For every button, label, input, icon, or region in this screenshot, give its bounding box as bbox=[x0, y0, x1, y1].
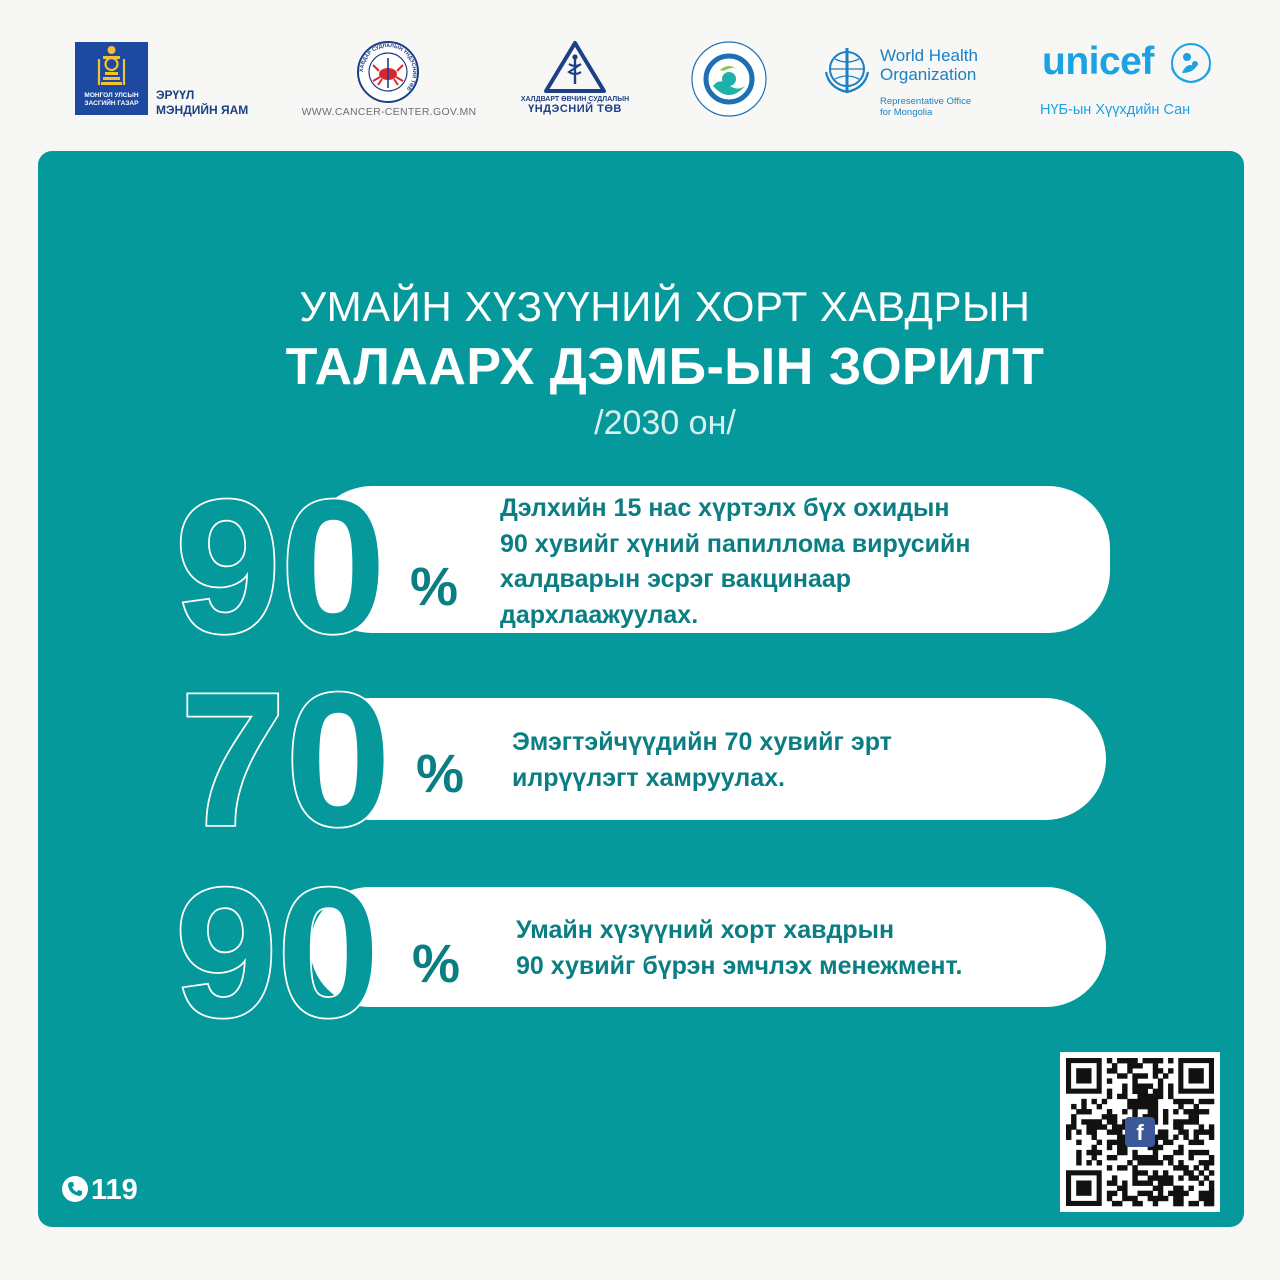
target-percent-2: % bbox=[416, 744, 465, 804]
svg-text:90: 90 bbox=[175, 470, 387, 650]
ministry-name-line1: ЭРҮҮЛ bbox=[156, 88, 195, 102]
hotline-number: 119 bbox=[91, 1174, 138, 1206]
unicef-wordmark: unicef bbox=[1042, 40, 1154, 83]
who-office-line2: for Mongolia bbox=[880, 107, 933, 118]
public-health-emblem bbox=[690, 40, 768, 118]
headline-line2: ТАЛААРХ ДЭМБ-ЫН ЗОРИЛТ bbox=[285, 338, 1045, 396]
target-text-1 bbox=[500, 491, 970, 633]
target-1-line2: 90 хувийг хүний папиллома вирусийн bbox=[500, 529, 971, 558]
svg-text:90: 90 bbox=[175, 860, 380, 1040]
cancer-center-logo bbox=[356, 40, 420, 104]
target-3-line2: 90 хувийг бүрэн эмчлэх менежмент. bbox=[516, 951, 963, 980]
who-name-line1: World Health bbox=[880, 46, 978, 65]
who-emblem bbox=[820, 42, 874, 96]
target-2-line1: Эмэгтэйчүүдийн 70 хувийг эрт bbox=[512, 728, 892, 756]
ncid-name-line2: ҮНДЭСНИЙ ТӨВ bbox=[528, 103, 622, 115]
ncid-name bbox=[520, 96, 630, 115]
who-office bbox=[880, 96, 971, 118]
target-number-3 bbox=[175, 860, 415, 1040]
target-1-line1: Дэлхийн 15 нас хүртэлх бүх охидын bbox=[500, 494, 950, 522]
svg-text:ХАВДАР СУДЛАЛЫН ҮНДЭСНИЙ ТӨВ: ХАВДАР СУДЛАЛЫН ҮНДЭСНИЙ ТӨВ bbox=[358, 42, 418, 92]
cancer-center-url: WWW.CANCER-CENTER.GOV.MN bbox=[301, 106, 477, 118]
target-1-line3: халдварын эсрэг вакцинаар bbox=[500, 565, 852, 593]
unicef-emblem bbox=[1168, 40, 1214, 86]
target-1-line4: дархлаажуулах. bbox=[500, 600, 699, 629]
target-text-3 bbox=[516, 913, 962, 984]
facebook-icon: f bbox=[1125, 1117, 1155, 1147]
svg-text:70: 70 bbox=[180, 665, 392, 845]
headline-line1: УМАЙН ХҮЗҮҮНИЙ ХОРТ ХАВДРЫН bbox=[299, 283, 1031, 330]
who-office-line1: Representative Office bbox=[880, 96, 972, 107]
emblem-caption: МОНГОЛ УЛСЫН ЗАСГИЙН ГАЗАР bbox=[84, 92, 139, 107]
ncid-name-line1: ХАЛДВАРТ ӨВЧИН СУДЛАЛЫН bbox=[520, 96, 630, 103]
target-2-line2: илрүүлэгт хамруулах. bbox=[512, 763, 785, 792]
who-name-line2: Organization bbox=[880, 65, 977, 84]
phone-icon bbox=[62, 1176, 88, 1202]
unicef-subtitle: НҮБ-ын Хүүхдийн Сан bbox=[1040, 102, 1191, 118]
who-name bbox=[880, 46, 978, 84]
target-number-1 bbox=[175, 470, 415, 650]
ministry-name-line2: МЭНДИЙН ЯАМ bbox=[156, 103, 249, 117]
target-percent-3: % bbox=[412, 934, 461, 994]
target-percent-1: % bbox=[410, 557, 459, 617]
partner-logos bbox=[0, 0, 1280, 140]
headline-year: /2030 он/ bbox=[594, 404, 736, 442]
target-text-2 bbox=[512, 725, 892, 796]
ncid-triangle-logo bbox=[543, 40, 607, 94]
target-3-line1: Умайн хүзүүний хорт хавдрын bbox=[516, 916, 895, 944]
target-number-2 bbox=[180, 665, 420, 845]
mongolia-emblem-logo bbox=[75, 42, 148, 115]
hotline[interactable] bbox=[62, 1174, 138, 1207]
ministry-name bbox=[156, 88, 248, 118]
